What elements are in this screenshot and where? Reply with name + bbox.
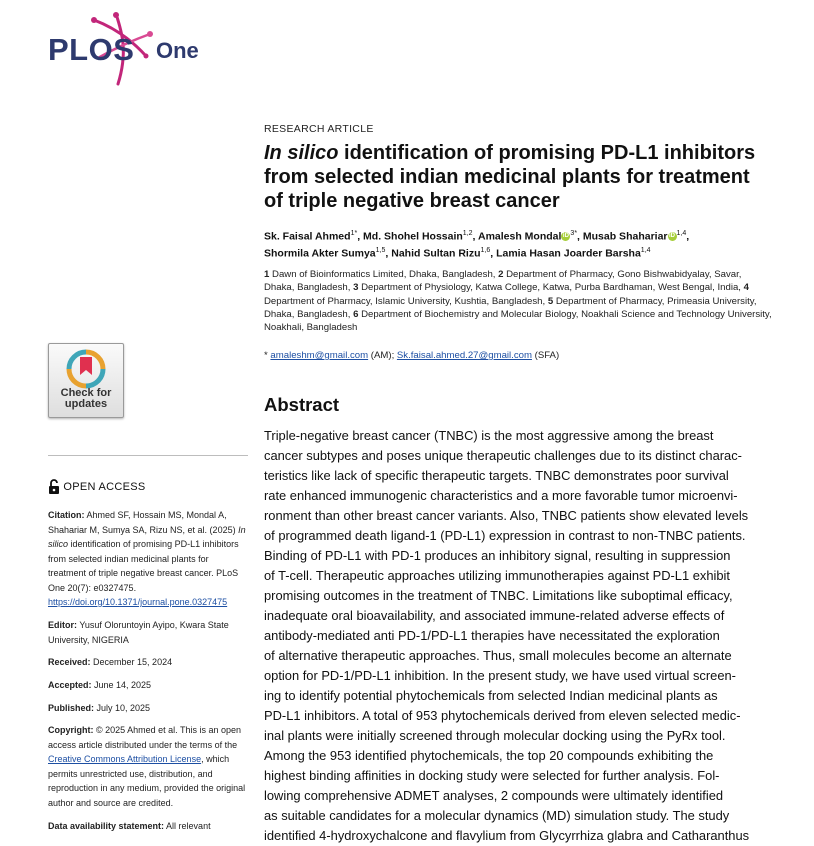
accepted-date: June 14, 2025	[91, 680, 152, 690]
abstract-line: antibody-mediated anti PD-1/PD-L1 therapies have necessitated the exploration	[264, 628, 720, 643]
citation-block	[48, 508, 248, 610]
abstract-body	[264, 426, 774, 846]
open-access-badge	[48, 479, 146, 495]
abstract-line: rate enhanced immunogenic characteristics and a more favorable tumor microenvi-	[264, 488, 738, 503]
corresponding-emails	[264, 350, 774, 361]
affiliation-text: Department of Pharmacy, Islamic University, Kushtia, Bangladesh,	[264, 295, 548, 307]
abstract-line: of programmed death ligand-1 (PD-L1) expression in contrast to non-TNBC patients.	[264, 528, 746, 543]
logo-wordmark: PLOS	[48, 32, 135, 67]
editor-block	[48, 618, 248, 647]
received-date: December 15, 2024	[90, 657, 173, 667]
affiliation-text: Department of Pharmacy, Primeasia University, Dhaka, Bangladesh,	[264, 295, 757, 320]
affiliation-number: 4	[743, 282, 749, 294]
affiliation-number: 5	[547, 295, 554, 307]
author-separator: ,	[686, 230, 690, 243]
author-name[interactable]: Sk. Faisal Ahmed	[264, 230, 351, 243]
author-name[interactable]: Nahid Sultan Rizu	[391, 247, 481, 259]
author-separator: ,	[472, 230, 478, 243]
open-lock-icon	[48, 479, 60, 495]
orcid-icon[interactable]: iD	[562, 233, 569, 240]
affiliation-number: 2	[498, 269, 504, 280]
title-rest: identification of promising PD-L1 inhibitors from selected indian medicinal plants for treatment of triple negative breast cancer	[264, 142, 756, 212]
abstract-heading: Abstract	[264, 394, 340, 415]
copyright-block	[48, 723, 248, 810]
abstract-line: as suitable candidates for a molecular dynamics (MD) simulation study. The study	[264, 808, 730, 823]
email-tag-am: (AM);	[368, 350, 397, 361]
abstract-line: of alternative therapeutic approaches. Thus, small molecules become an alternate	[264, 648, 732, 663]
copyright-text-2: , which permits unrestricted use, distribution, and reproduction in any medium, provided the original author and source are credited.	[48, 754, 246, 808]
abstract-line: highest binding affinities in docking study were selected for further analysis. Fol-	[264, 768, 720, 783]
data-availability-block	[48, 819, 248, 834]
published-date: July 10, 2025	[94, 703, 151, 713]
author-affiliation-sup: 1,6	[480, 246, 491, 254]
affiliation-number: 1	[264, 269, 270, 280]
check-updates-icon	[66, 349, 106, 389]
sidebar-divider	[48, 455, 248, 456]
author-affiliation-sup: 1*	[350, 230, 358, 237]
author-separator: ,	[357, 230, 364, 243]
affiliation-number: 3	[353, 282, 359, 294]
received-label: Received:	[48, 657, 91, 667]
citation-text-2: identification of promising PD-L1 inhibitors from selected indian medicinal plants for treatment of triple negative breast cancer. PLoS One 20(7): e0327475.	[48, 539, 239, 593]
corr-star: *	[264, 350, 271, 361]
affiliations	[264, 268, 774, 334]
article-title	[264, 141, 774, 213]
abstract-line: ing to identify potential phytochemicals from selected Indian medicinal plants as	[264, 688, 718, 703]
affiliation-text: Department of Biochemistry and Molecular Biology, Noakhali Science and Technology University, Noakhali, Bangladesh	[264, 308, 772, 334]
abstract-line: inal plants were initially screened through molecular docking using the PyRx tool.	[264, 728, 726, 743]
author-name[interactable]: Lamia Hasan Joarder Barsha	[496, 247, 641, 259]
license-link[interactable]: Creative Commons Attribution License	[48, 754, 202, 764]
abstract-line: teristics like lack of specific therapeutic targets. TNBC demonstrates poor survival	[264, 468, 729, 483]
abstract-line: Triple-negative breast cancer (TNBC) is the most aggressive among the breast	[264, 428, 714, 443]
article-type: RESEARCH ARTICLE	[264, 123, 374, 135]
check-updates-line2: updates	[64, 398, 108, 410]
author-name[interactable]: Musab Shahariar	[582, 230, 668, 243]
abstract-line: Among the 953 identified phytochemicals, the top 20 compounds exhibiting the	[264, 748, 714, 763]
author-separator: ,	[490, 247, 497, 259]
editor-label: Editor:	[48, 620, 77, 630]
abstract-line: lowing comprehensive ADMET analyses, 2 compounds were ultimately identified	[264, 788, 724, 803]
citation-italic: In silico	[48, 524, 246, 549]
open-access-label: OPEN ACCESS	[63, 481, 146, 493]
affiliation-text: Department of Pharmacy, Gono Bishwabidyalay, Savar, Dhaka, Bangladesh,	[264, 269, 742, 294]
abstract-line: cancer subtypes and poses unique therapeutic challenges due to its distinct charac-	[264, 448, 742, 463]
check-updates-label	[49, 388, 123, 410]
orcid-icon[interactable]: iD	[669, 233, 676, 240]
abstract-line: Binding of PD-L1 with PD-1 produces an inhibitory signal, resulting in suppression	[264, 548, 731, 563]
author-name[interactable]: Amalesh Mondal	[477, 230, 562, 243]
author-separator: ,	[385, 247, 392, 259]
author-affiliation-sup: 3*	[570, 230, 578, 237]
check-for-updates-button[interactable]	[48, 343, 124, 418]
affiliation-text: Dawn of Bioinformatics Limited, Dhaka, Bangladesh,	[269, 269, 499, 280]
abstract-line: inadequate oral bioavailability, and associated immune-related adverse effects of	[264, 608, 725, 623]
author-name[interactable]: Md. Shohel Hossain	[363, 230, 463, 243]
abstract-line: identified 4-hydroxychalcone and flavylium from Glycyrrhiza glabra and Catharanthus	[264, 828, 750, 843]
email-tag-sfa: (SFA)	[531, 350, 560, 361]
logo-subtitle: One	[156, 38, 199, 63]
title-italic: In silico	[264, 142, 339, 164]
author-affiliation-sup: 1,2	[462, 230, 473, 237]
accepted-block	[48, 678, 248, 693]
abstract-line: ronment than other breast cancer variants. Also, TNBC patients show elevated levels	[264, 508, 749, 523]
data-availability-label: Data availability statement:	[48, 821, 165, 831]
abstract-line: option for PD-1/PD-L1 inhibition. In the present study, we have used virtual screen-	[264, 668, 736, 683]
email-link-sfa[interactable]: Sk.faisal.ahmed.27@gmail.com	[396, 350, 532, 361]
abstract-line: PD-L1 inhibitors. A total of 953 phytochemicals derived from eleven selected medic-	[264, 708, 741, 723]
affiliation-text: Department of Physiology, Katwa College, Katwa, Purba Bardhaman, West Bengal, India,	[358, 282, 744, 294]
affiliation-number: 6	[353, 308, 359, 320]
author-separator: ,	[577, 230, 583, 243]
author-affiliation-sup: 1,4	[640, 246, 651, 254]
email-link-am[interactable]: amaleshm@gmail.com	[270, 350, 369, 361]
author-name[interactable]: Shormila Akter Sumya	[264, 247, 376, 259]
published-block	[48, 701, 248, 716]
journal-logo[interactable]	[48, 12, 218, 87]
published-label: Published:	[48, 703, 95, 713]
citation-doi-link[interactable]: https://doi.org/10.1371/journal.pone.0327475	[48, 597, 228, 607]
copyright-text: © 2025 Ahmed et al. This is an open access article distributed under the terms of the	[48, 725, 242, 750]
copyright-label: Copyright:	[48, 725, 94, 735]
author-affiliation-sup: 1,5	[375, 246, 386, 254]
data-availability-text: All relevant	[164, 821, 211, 831]
abstract-line: promising outcomes in the treatment of TNBC. Limitations like suboptimal efficacy,	[264, 588, 733, 603]
check-updates-line1: Check for	[60, 387, 112, 399]
received-block	[48, 655, 248, 670]
citation-label: Citation:	[48, 510, 85, 520]
accepted-label: Accepted:	[48, 680, 92, 690]
abstract-line: of T-cell. Therapeutic approaches utilizing immunotherapies against PD-L1 exhibit	[264, 568, 730, 583]
citation-text: Ahmed SF, Hossain MS, Mondal A, Shahariar M, Sumya SA, Rizu NS, et al. (2025)	[48, 510, 239, 535]
author-list	[264, 227, 774, 260]
editor-text: Yusuf Oloruntoyin Ayipo, Kwara State University, NIGERIA	[48, 620, 229, 645]
author-affiliation-sup: 1,4	[676, 230, 687, 237]
